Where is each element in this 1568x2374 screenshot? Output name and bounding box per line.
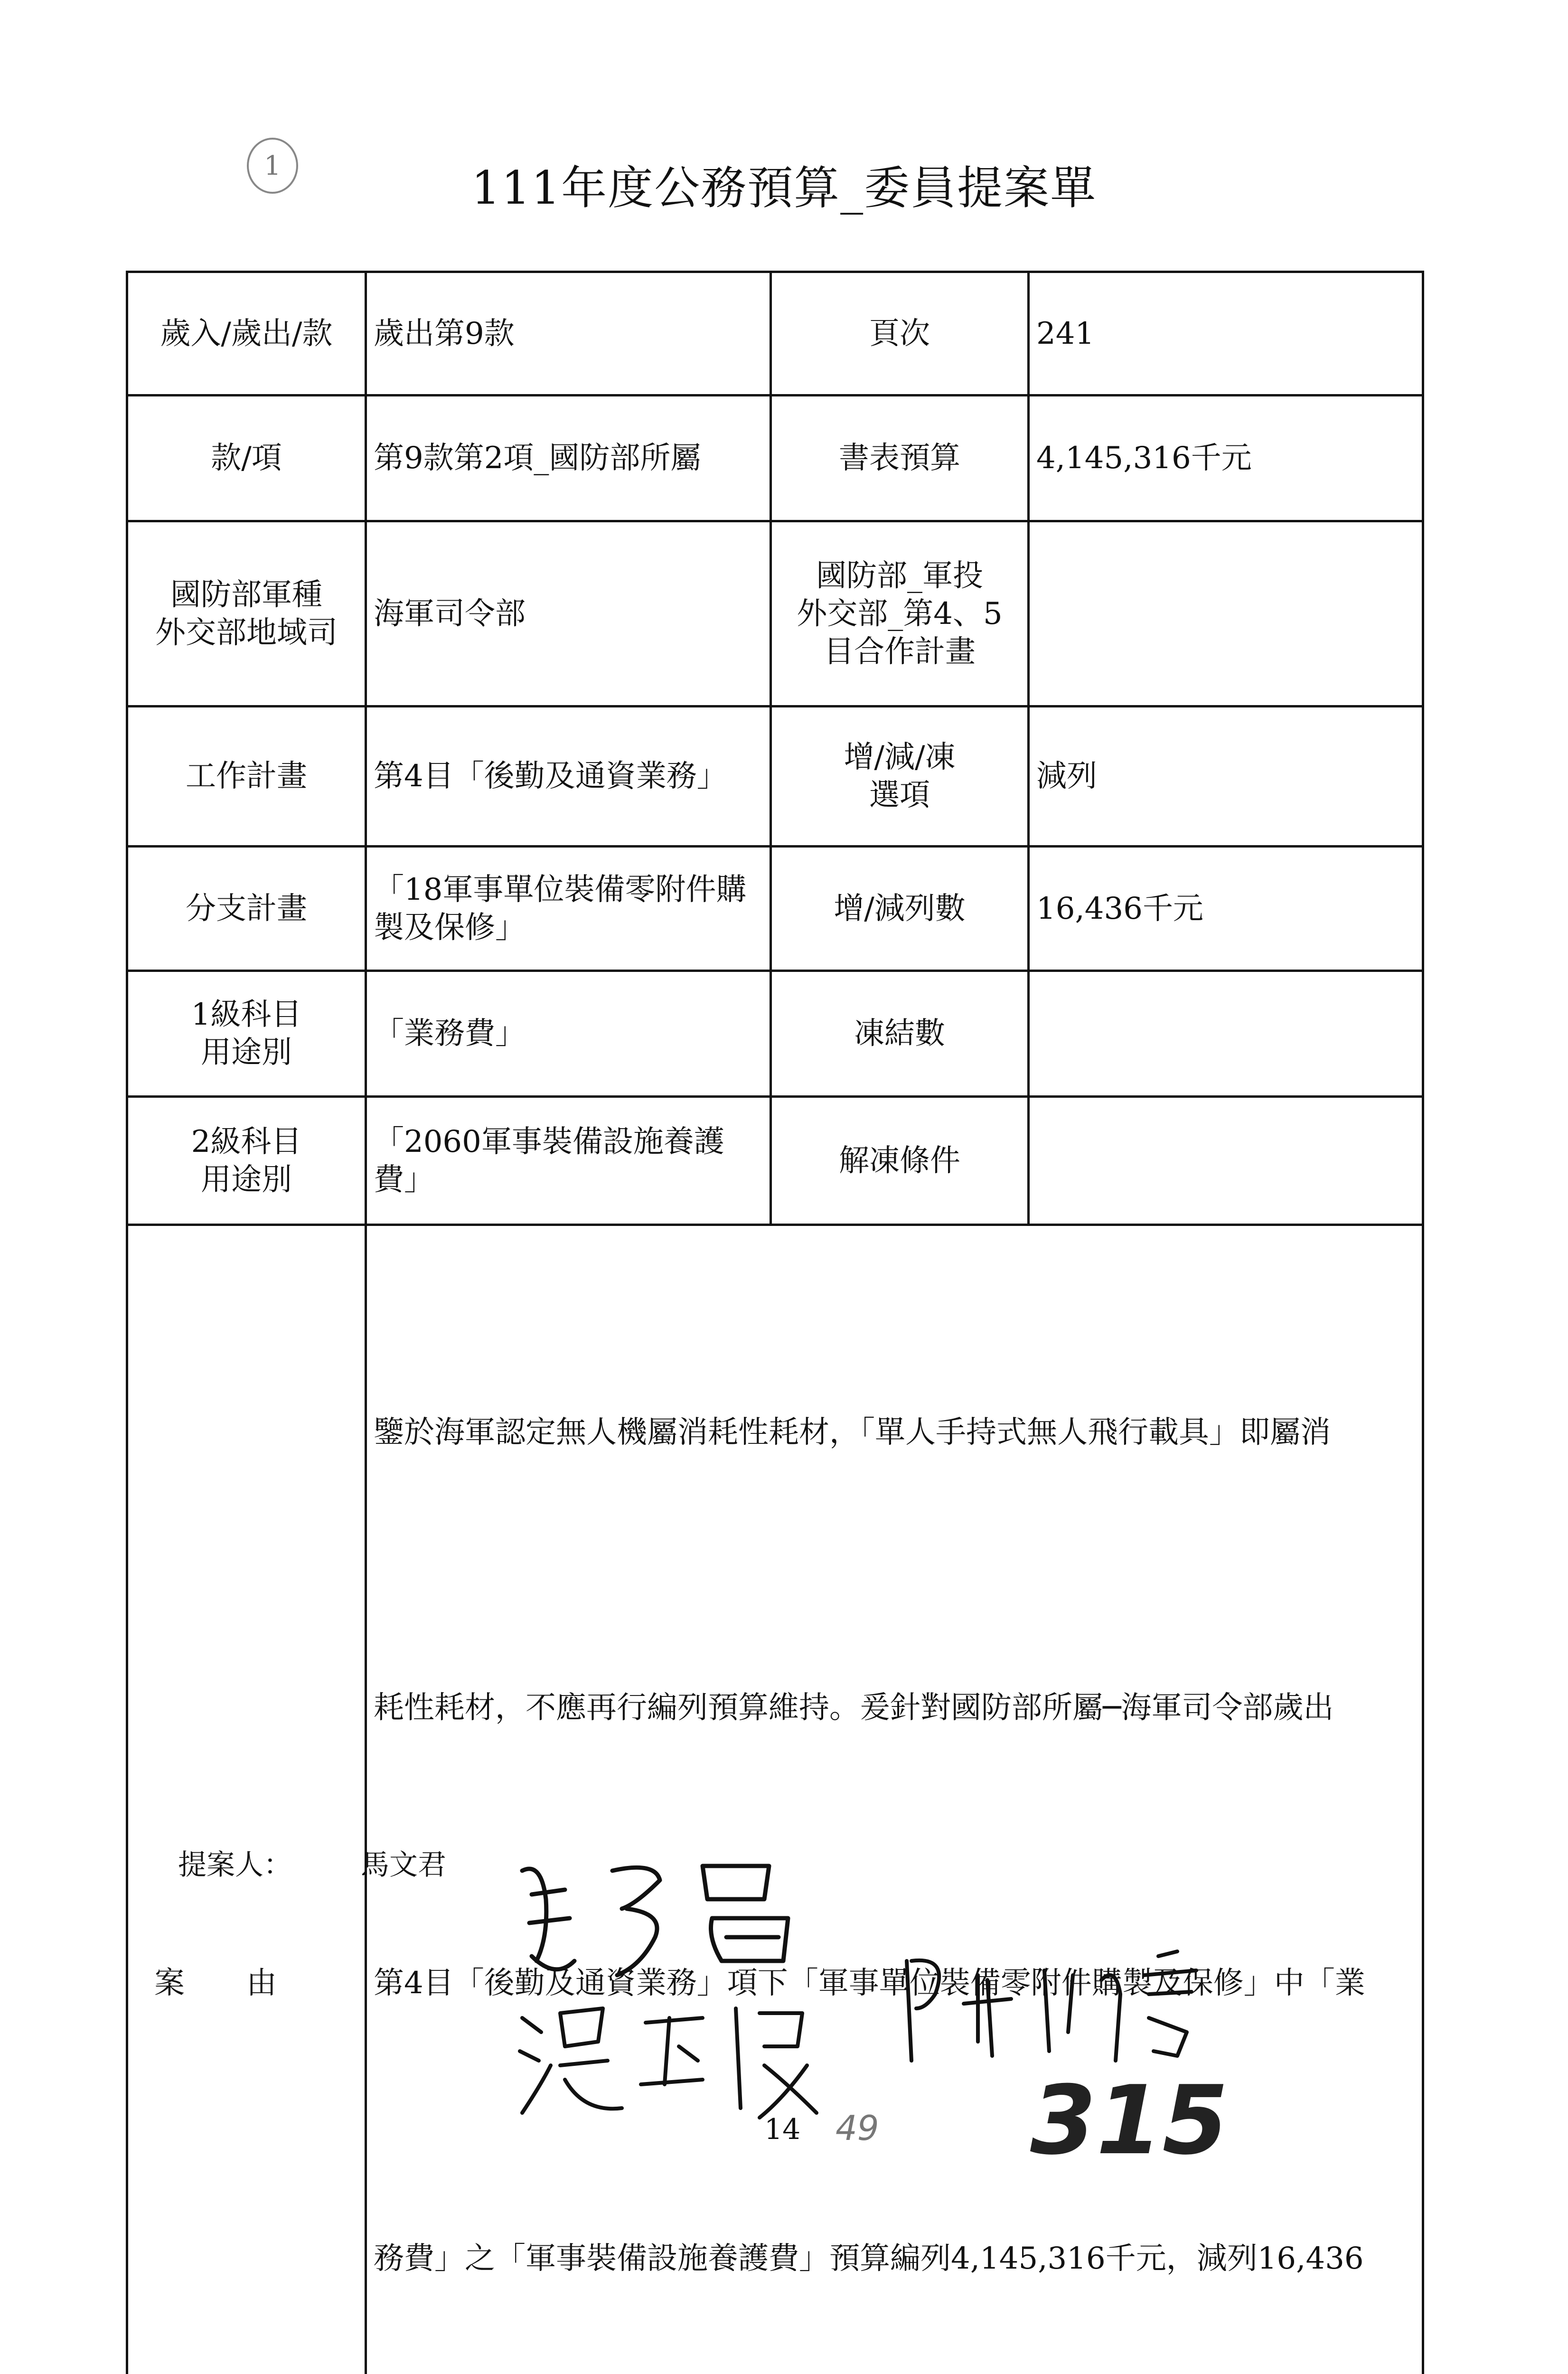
row-label-2: 增/減/凍 選項 <box>771 707 1029 847</box>
row-value: 「2060軍事裝備設施養護 費」 <box>366 1097 771 1225</box>
handwritten-number: 315 <box>1030 2065 1228 2176</box>
row-value: 「業務費」 <box>366 971 771 1097</box>
row-value: 第4目「後勤及通資業務」 <box>366 707 771 847</box>
reason-line: 鑒於海軍認定無人機屬消耗性耗材，「單人手持式無人飛行載具」即屬消 <box>374 1364 1415 1501</box>
row-label-2: 增/減列數 <box>771 847 1029 971</box>
reason-row <box>127 1225 1423 2374</box>
row-value: 歲出第9款 <box>366 272 771 396</box>
row-value: 「18軍事單位裝備零附件購 製及保修」 <box>366 847 771 971</box>
row-label-2: 頁次 <box>771 272 1029 396</box>
reason-line: 第4目「後勤及通資業務」項下「軍事單位裝備零附件購製及保修」中「業 <box>374 1914 1415 2052</box>
row-label: 款/項 <box>127 396 366 521</box>
table-row <box>127 1097 1423 1225</box>
row-label-2: 書表預算 <box>771 396 1029 521</box>
row-value: 第9款第2項_國防部所屬 <box>366 396 771 521</box>
row-value-2 <box>1029 971 1423 1097</box>
table-row <box>127 707 1423 847</box>
page-number: 14 <box>764 2113 800 2146</box>
proposer-name: 馬文君 <box>361 1842 446 1883</box>
table-row <box>127 847 1423 971</box>
row-label: 國防部軍種 外交部地域司 <box>127 521 366 707</box>
row-label: 1級科目 用途別 <box>127 971 366 1097</box>
signature-1 <box>503 1842 826 1999</box>
row-label-2: 凍結數 <box>771 971 1029 1097</box>
table-row <box>127 396 1423 521</box>
row-label: 工作計畫 <box>127 707 366 847</box>
reason-label: 案由 <box>127 1225 366 2374</box>
reason-text <box>366 1225 1423 2374</box>
row-value-2: 4,145,316千元 <box>1029 396 1423 521</box>
signature-2 <box>513 1989 845 2132</box>
row-label: 分支計畫 <box>127 847 366 971</box>
signature-3 <box>892 1937 1234 2080</box>
proposer-label: 提案人： <box>178 1842 292 1883</box>
table-row <box>127 521 1423 707</box>
row-label-2: 解凍條件 <box>771 1097 1029 1225</box>
row-label: 2級科目 用途別 <box>127 1097 366 1225</box>
table-row <box>127 971 1423 1097</box>
table-row <box>127 272 1423 396</box>
row-value-2: 16,436千元 <box>1029 847 1423 971</box>
corner-circle-mark: 1 <box>247 138 298 194</box>
row-value-2 <box>1029 1097 1423 1225</box>
row-label: 歲入/歲出/款 <box>127 272 366 396</box>
row-value: 海軍司令部 <box>366 521 771 707</box>
row-value-2: 減列 <box>1029 707 1423 847</box>
page-title: 111年度公務預算_委員提案單 <box>0 152 1568 217</box>
row-value-2 <box>1029 521 1423 707</box>
reason-line: 務費」之「軍事裝備設施養護費」預算編列4,145,316千元，減列16,436 <box>374 2190 1415 2327</box>
handwritten-page-annotation: 49 <box>836 2108 879 2148</box>
reason-line: 耗性耗材，不應再行編列預算維持。爰針對國防部所屬─海軍司令部歲出 <box>374 1639 1415 1777</box>
row-value-2: 241 <box>1029 272 1423 396</box>
row-label-2: 國防部_軍投 外交部_第4、5 目合作計畫 <box>771 521 1029 707</box>
